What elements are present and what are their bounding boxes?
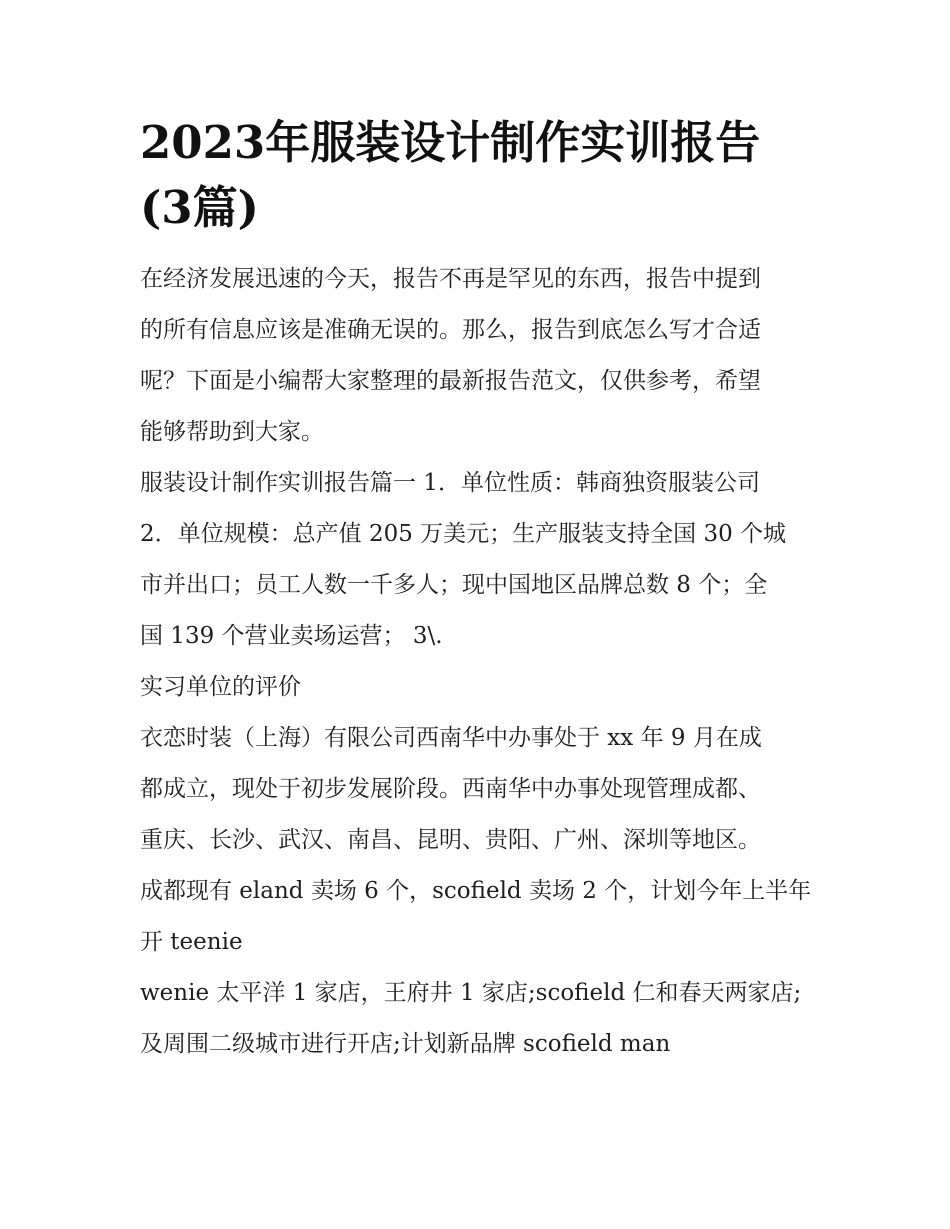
title-line-1: 2023年服装设计制作实训报告 xyxy=(140,116,761,169)
text-line: 实习单位的评价 xyxy=(140,674,301,700)
text-line: 衣恋时装（上海）有限公司西南华中办事处于 xx 年 9 月在成 xyxy=(140,725,762,751)
text-line: 及周围二级城市进行开店;计划新品牌 scofield man xyxy=(140,1031,671,1057)
document-page xyxy=(140,110,815,1070)
text-line: 呢？下面是小编帮大家整理的最新报告范文，仅供参考，希望 xyxy=(140,368,761,394)
text-line: 在经济发展迅速的今天，报告不再是罕见的东西，报告中提到 xyxy=(140,266,761,292)
text-line: 成都现有 eland 卖场 6 个，scofield 卖场 2 个，计划今年上半年 xyxy=(140,878,812,904)
text-line: 都成立，现处于初步发展阶段。西南华中办事处现管理成都、 xyxy=(140,776,761,802)
store-plan-paragraph xyxy=(140,968,815,1070)
text-line: 服装设计制作实训报告篇一 1．单位性质：韩商独资服装公司 xyxy=(140,470,760,496)
text-line: wenie 太平洋 1 家店，王府井 1 家店;scofield 仁和春天两家店; xyxy=(140,980,802,1006)
unit-info-paragraph xyxy=(140,458,815,662)
text-line: 2．单位规模：总产值 205 万美元；生产服装支持全国 30 个城 xyxy=(140,521,787,547)
text-line: 重庆、长沙、武汉、南昌、昆明、贵阳、广州、深圳等地区。 xyxy=(140,827,761,853)
text-line: 的所有信息应该是准确无误的。那么，报告到底怎么写才合适 xyxy=(140,317,761,343)
intro-paragraph xyxy=(140,254,815,458)
text-line: 国 139 个营业卖场运营； 3\. xyxy=(140,623,443,649)
text-line: 市并出口；员工人数一千多人；现中国地区品牌总数 8 个；全 xyxy=(140,572,768,598)
text-line: 开 teenie xyxy=(140,929,243,955)
document-title xyxy=(140,110,815,240)
title-line-2: (3篇) xyxy=(140,181,259,234)
section-heading-evaluation xyxy=(140,662,815,713)
company-paragraph xyxy=(140,713,815,968)
text-line: 能够帮助到大家。 xyxy=(140,419,324,445)
